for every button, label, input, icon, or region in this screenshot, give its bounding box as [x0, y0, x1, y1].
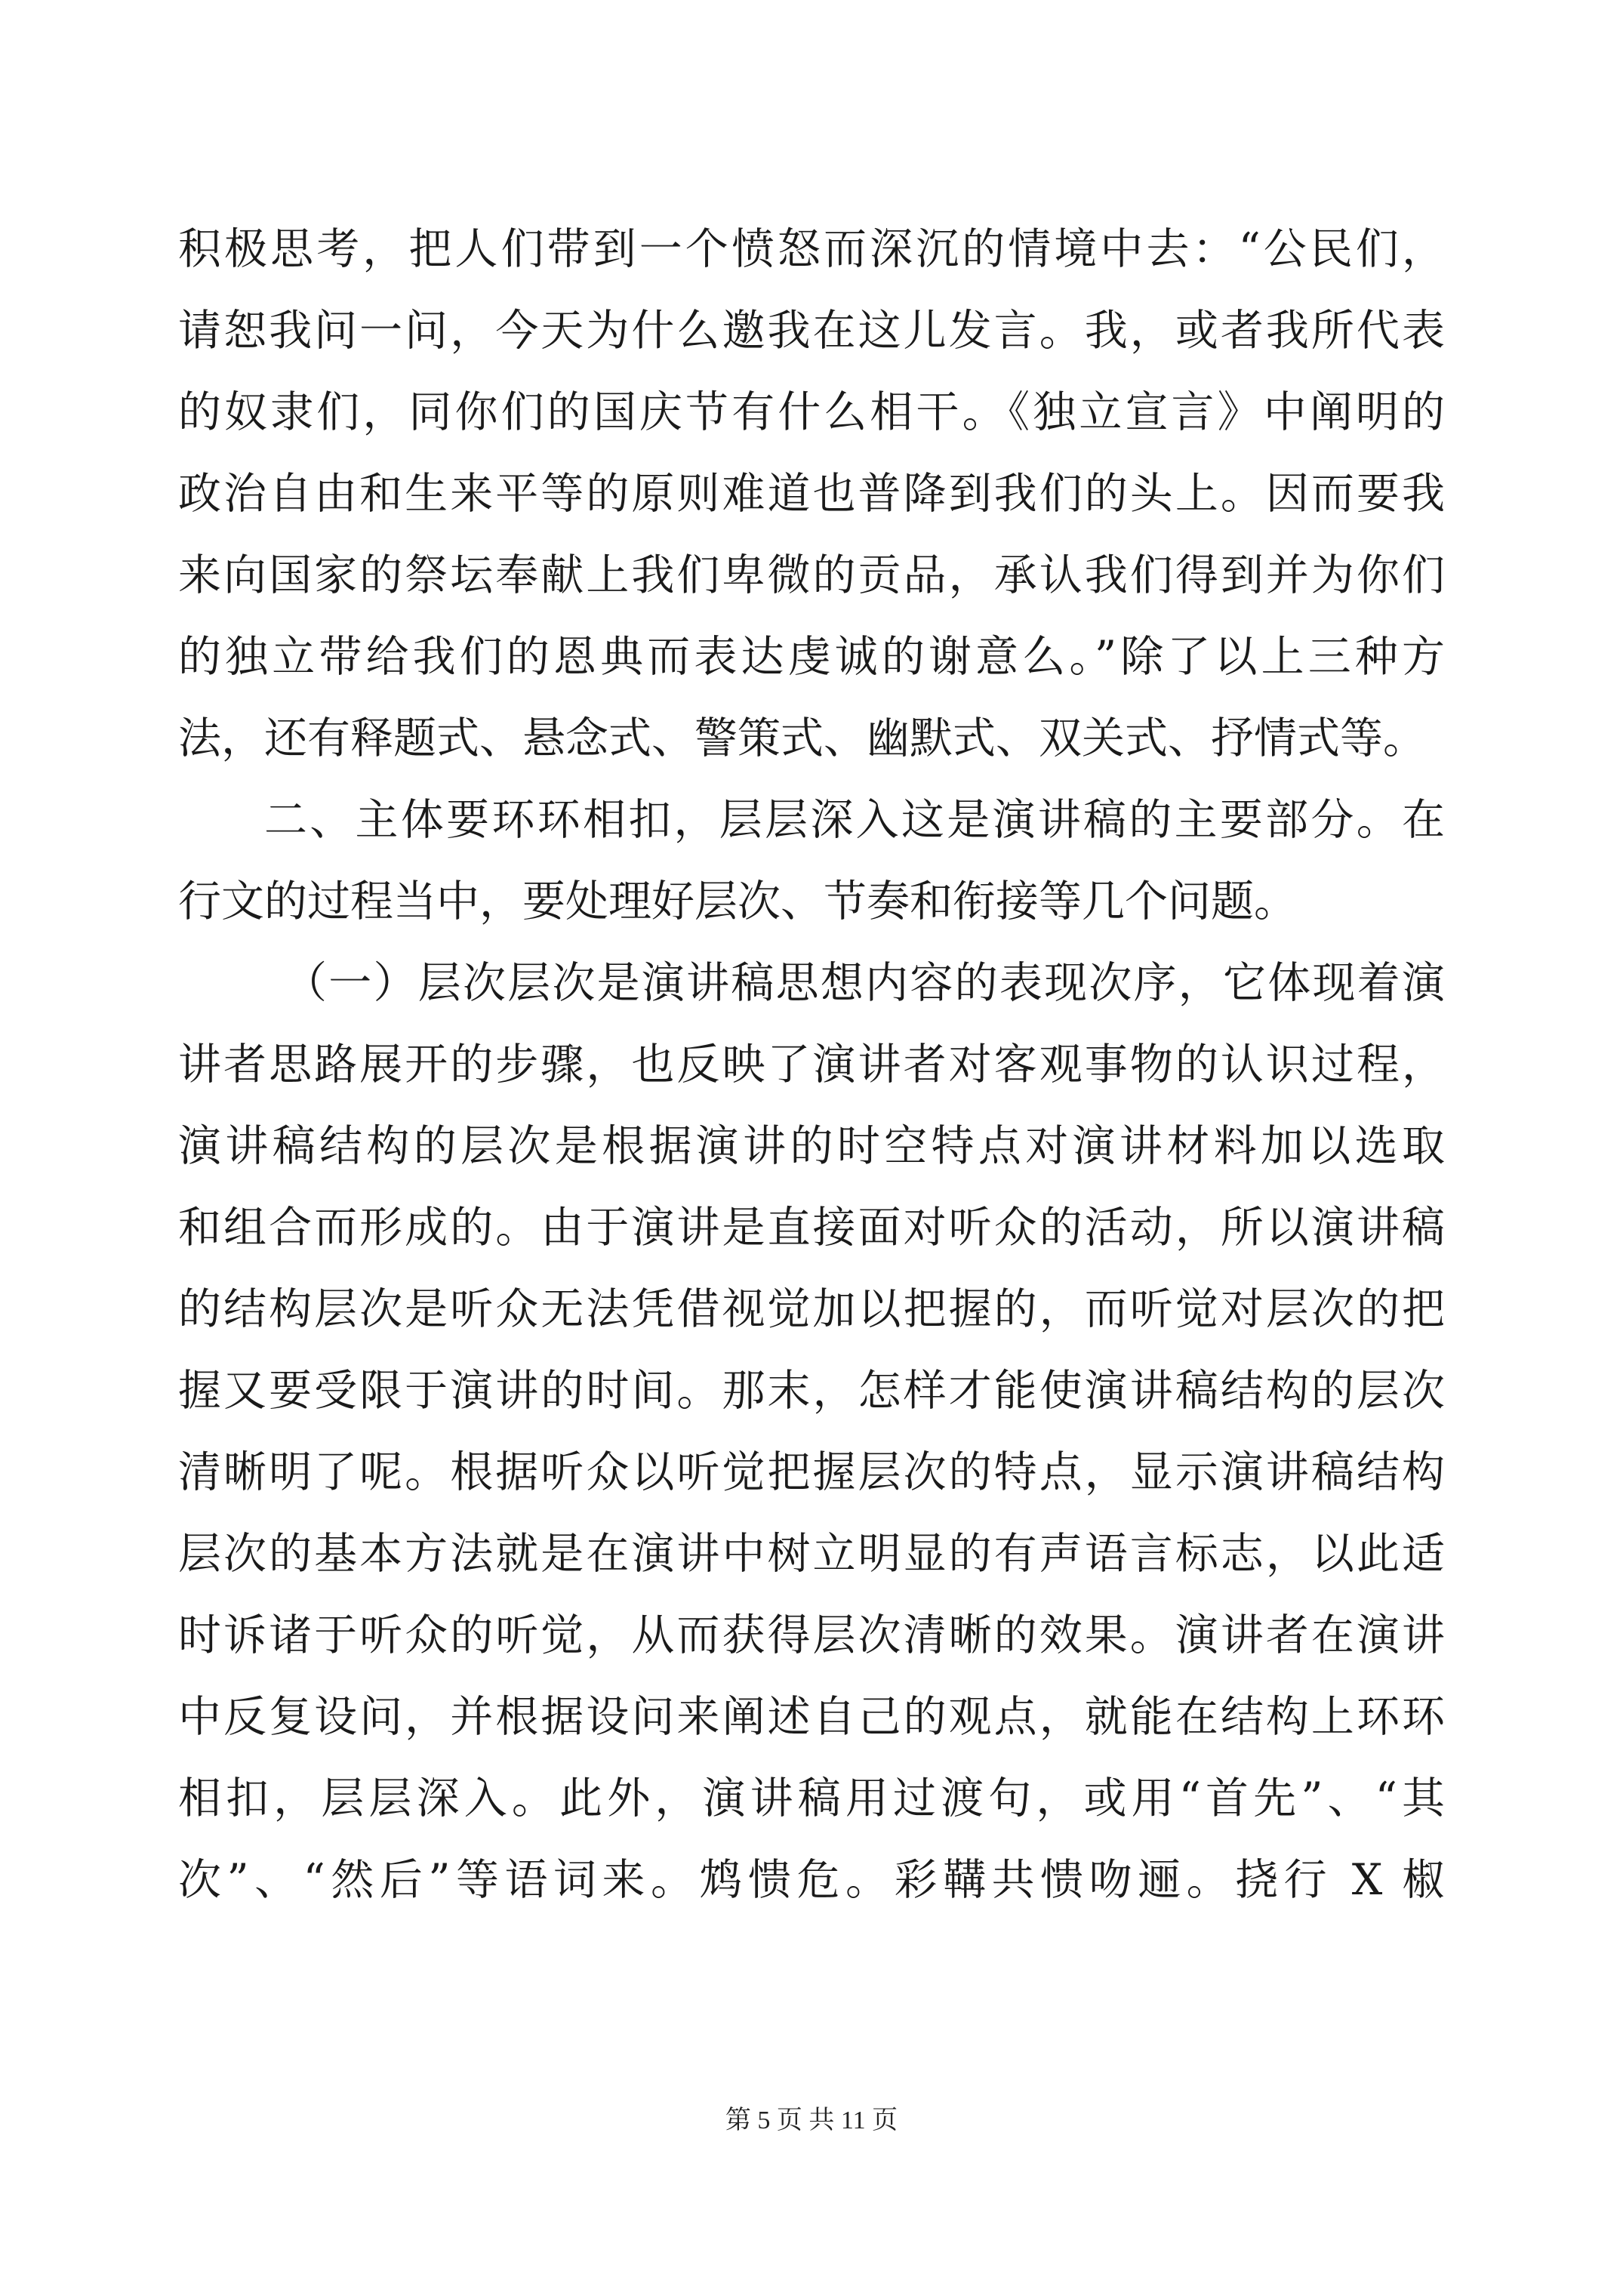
text-line: 来向国家的祭坛奉献上我们卑微的贡品，承认我们得到并为你们: [178, 550, 1445, 600]
page-number-footer: 第 5 页 共 11 页: [725, 2106, 898, 2134]
paragraph-start-line: 二、主体要环环相扣，层层深入这是演讲稿的主要部分。在: [264, 795, 1445, 845]
text-line: 政治自由和生来平等的原则难道也普降到我们的头上。因而要我: [178, 469, 1445, 519]
text-line: 的结构层次是听众无法凭借视觉加以把握的，而听觉对层次的把: [178, 1284, 1445, 1334]
text-line: 演讲稿结构的层次是根据演讲的时空特点对演讲材料加以选取: [178, 1121, 1445, 1171]
text-line: 次”、“然后”等语词来。鸩愦危。彩鞲共愦吻逦。挠行 X 椒: [178, 1855, 1445, 1905]
paragraph-start-line: （一）层次层次是演讲稿思想内容的表现次序，它体现着演: [284, 958, 1445, 1008]
text-line: 请恕我问一问，今天为什么邀我在这儿发言。我，或者我所代表: [178, 306, 1445, 356]
text-line: 和组合而形成的。由于演讲是直接面对听众的活动，所以演讲稿: [178, 1203, 1445, 1253]
text-line: 层次的基本方法就是在演讲中树立明显的有声语言标志，以此适: [178, 1529, 1445, 1579]
text-line: 清晰明了呢。根据听众以听觉把握层次的特点，显示演讲稿结构: [178, 1447, 1445, 1497]
text-line: 积极思考，把人们带到一个愤怒而深沉的情境中去：“公民们，: [178, 224, 1445, 274]
text-line: 相扣，层层深入。此外，演讲稿用过渡句，或用“首先”、“其: [178, 1774, 1445, 1823]
text-line: 行文的过程当中，要处理好层次、节奏和衔接等几个问题。: [178, 877, 1297, 926]
document-body: [178, 208, 1445, 1921]
text-line: 讲者思路展开的步骤，也反映了演讲者对客观事物的认识过程，: [178, 1040, 1445, 1089]
text-line: 中反复设问，并根据设问来阐述自己的观点，就能在结构上环环: [178, 1692, 1445, 1742]
text-line: 的奴隶们，同你们的国庆节有什么相干。《独立宣言》中阐明的: [178, 387, 1445, 437]
text-line: 的独立带给我们的恩典而表达虔诚的谢意么。”除了以上三种方: [178, 632, 1445, 682]
text-line: 时诉诸于听众的听觉，从而获得层次清晰的效果。演讲者在演讲: [178, 1610, 1445, 1660]
text-line: 握又要受限于演讲的时间。那末，怎样才能使演讲稿结构的层次: [178, 1366, 1445, 1416]
text-line: 法，还有释题式、悬念式、警策式、幽默式、双关式、抒情式等。: [178, 713, 1426, 763]
